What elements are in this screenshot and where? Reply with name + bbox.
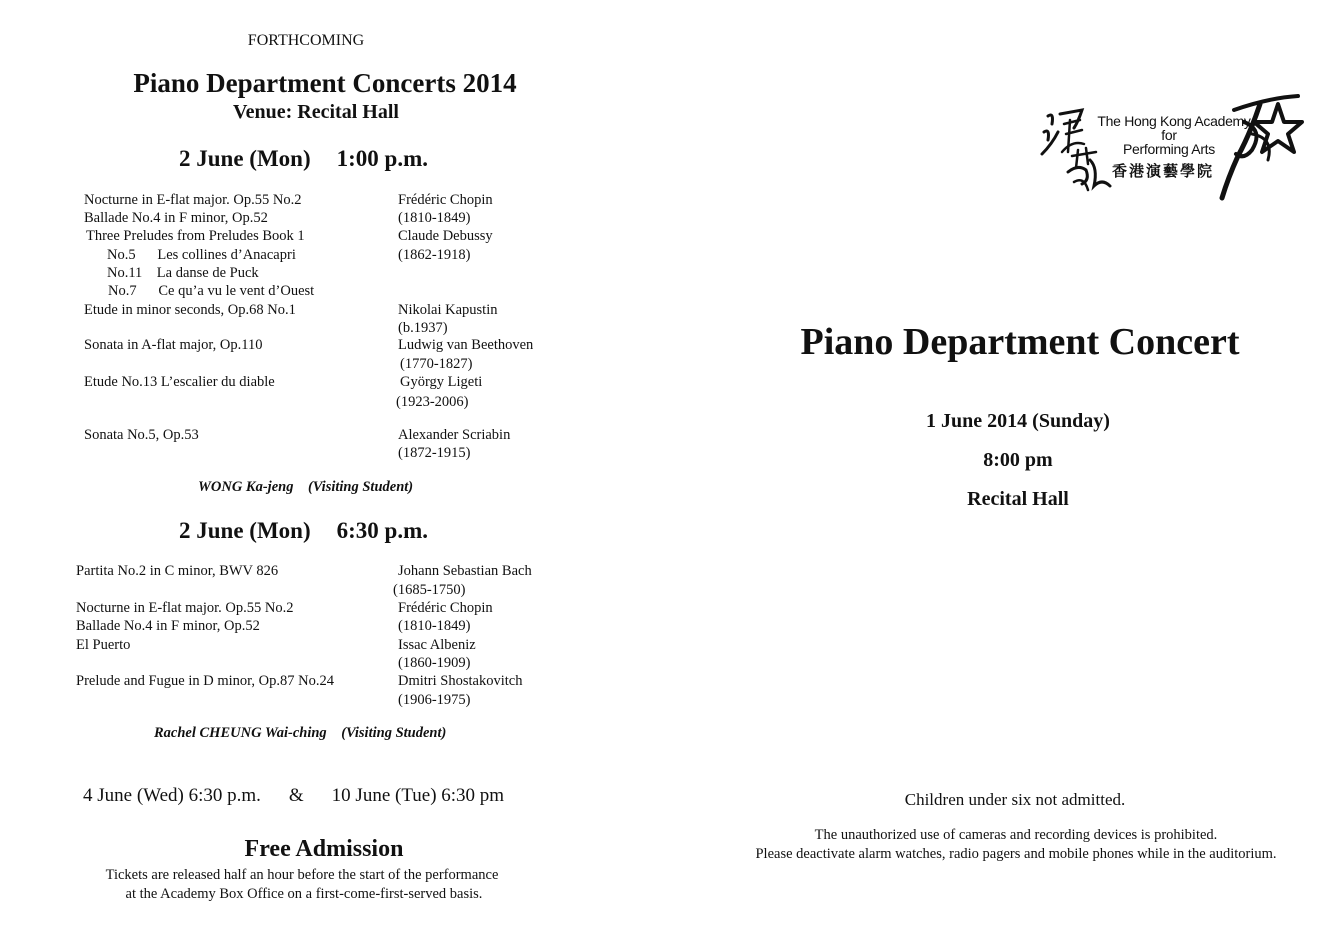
other-concert-dates: [83, 785, 504, 807]
program-composer: (1862-1918): [398, 247, 471, 263]
session-1-performer: [198, 479, 413, 496]
session-1-time: 1:00 p.m.: [336, 146, 428, 171]
performer-name: WONG Ka-jeng: [198, 479, 294, 495]
program-work: Nocturne in E-flat major. Op.55 No.2: [84, 192, 302, 208]
children-notice: Children under six not admitted.: [904, 790, 1126, 809]
program-work: Ballade No.4 in F minor, Op.52: [84, 210, 268, 226]
concert-series-title: Piano Department Concerts 2014: [133, 68, 517, 98]
program-composer: Frédéric Chopin: [398, 192, 493, 208]
concert-time: 8:00 pm: [983, 449, 1053, 471]
program-work: No.7 Ce qu’a vu le vent d’Ouest: [108, 283, 315, 299]
program-work: Nocturne in E-flat major. Op.55 No.2: [76, 600, 294, 616]
program-work: Three Preludes from Preludes Book 1: [86, 228, 305, 244]
free-admission-title: Free Admission: [244, 836, 404, 862]
performer-note: (Visiting Student): [307, 479, 414, 495]
performer-note: (Visiting Student): [341, 725, 447, 741]
date-separator: &: [288, 785, 304, 806]
audience-rules: [700, 826, 1332, 863]
session-2-performer: [154, 725, 446, 742]
program-work: Etude in minor seconds, Op.68 No.1: [84, 302, 296, 318]
program-work: Prelude and Fugue in D minor, Op.87 No.24: [76, 673, 334, 689]
concert-date: 1 June 2014 (Sunday): [926, 410, 1110, 432]
session-2-time: 6:30 p.m.: [336, 518, 428, 543]
program-work: El Puerto: [76, 637, 131, 653]
program-work: Ballade No.4 in F minor, Op.52: [76, 618, 260, 634]
academy-logo: [1038, 94, 1308, 206]
concert-series-venue: Venue: Recital Hall: [233, 101, 399, 123]
program-composer: György Ligeti: [400, 374, 483, 390]
performer-name: Rachel CHEUNG Wai-ching: [154, 725, 327, 741]
program-composer: (1685-1750): [393, 582, 466, 598]
other-date-2: 10 June (Tue) 6:30 pm: [331, 785, 505, 806]
logo-english-line-1: The Hong Kong Academy: [1097, 113, 1251, 129]
program-work: No.5 Les collines d’Anacapri: [107, 247, 296, 263]
program-composer: (1770-1827): [400, 356, 473, 372]
program-composer: Issac Albeniz: [398, 637, 476, 653]
program-composer: Ludwig van Beethoven: [398, 337, 534, 353]
program-work: Partita No.2 in C minor, BWV 826: [76, 563, 279, 579]
ticket-release-note: [0, 866, 604, 903]
program-composer: Johann Sebastian Bach: [398, 563, 532, 579]
logo-chinese-name: 香港演藝學院: [1112, 162, 1215, 180]
program-composer: (b.1937): [398, 320, 448, 336]
concert-title: Piano Department Concert: [800, 321, 1240, 363]
program-composer: Frédéric Chopin: [398, 600, 493, 616]
program-composer: (1860-1909): [398, 655, 471, 671]
program-work: No.11 La danse de Puck: [107, 265, 259, 281]
rules-line-2: Please deactivate alarm watches, radio pagers and mobile phones while in the auditorium.: [755, 845, 1277, 862]
rules-line-1: The unauthorized use of cameras and recording devices is prohibited.: [814, 827, 1218, 843]
program-work: Sonata No.5, Op.53: [84, 427, 199, 443]
program-composer: Dmitri Shostakovitch: [398, 673, 523, 689]
program-composer: (1923-2006): [396, 394, 469, 410]
ticket-note-line-2: at the Academy Box Office on a first-come-first-served basis.: [125, 885, 483, 902]
program-composer: (1810-1849): [398, 210, 471, 226]
concert-venue: Recital Hall: [967, 488, 1069, 510]
forthcoming-label: FORTHCOMING: [247, 32, 365, 49]
session-2-date: 2 June (Mon): [179, 518, 311, 543]
program-composer: Alexander Scriabin: [398, 427, 511, 443]
program-composer: Nikolai Kapustin: [398, 302, 498, 318]
other-date-1: 4 June (Wed) 6:30 p.m.: [83, 785, 261, 806]
logo-english-line-3: Performing Arts: [1123, 141, 1215, 157]
program-composer: (1906-1975): [398, 692, 471, 708]
program-work: Sonata in A-flat major, Op.110: [84, 337, 263, 353]
program-composer: Claude Debussy: [398, 228, 493, 244]
program-composer: (1872-1915): [398, 445, 471, 461]
session-2-heading: [179, 518, 428, 544]
ticket-note-line-1: Tickets are released half an hour before the start of the performance: [105, 867, 499, 883]
program-composer: (1810-1849): [398, 618, 471, 634]
logo-english-line-2: for: [1161, 127, 1177, 143]
session-1-heading: [179, 146, 428, 172]
program-work: Etude No.13 L’escalier du diable: [84, 374, 275, 390]
session-1-date: 2 June (Mon): [179, 146, 311, 171]
